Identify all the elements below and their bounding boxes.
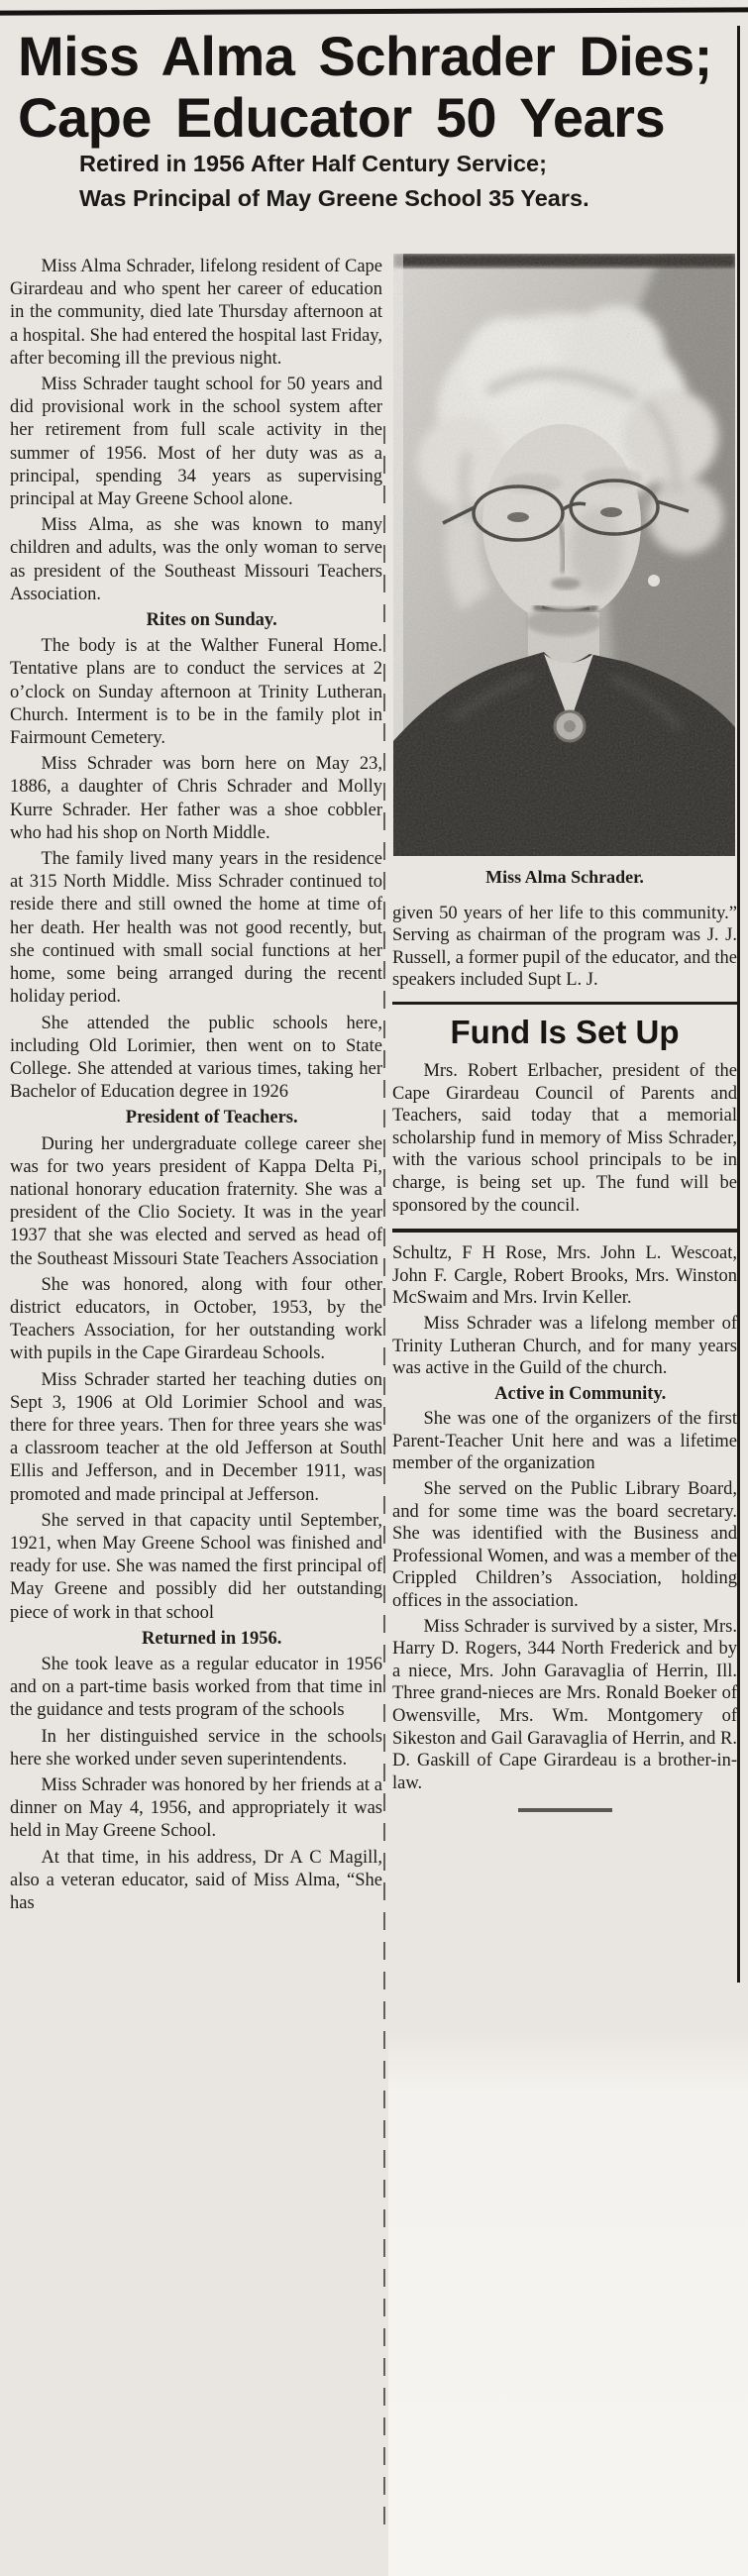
article-paragraph: Miss Schrader started her teaching duties on Sept 3, 1906 at Old Lorimier School and was there for three years. Then for three years she was a classroom teacher at the old Jefferson at South Ellis and Jefferson, and in December 1911, was promoted and made principal at Jefferson. [10,1369,382,1505]
fund-box-title: Fund Is Set Up [450,1013,680,1050]
article-right-column [392,254,737,1812]
fund-box-top-rule [392,1002,737,1005]
article-paragraph: She was honored, along with four other district educators, in October, 1953, by the Teachers Association, for her outstanding work with pupils in the Cape Girardeau Schools. [10,1274,382,1364]
headline-line-1: Miss Alma Schrader Dies; [18,25,712,87]
article-continuation-paragraph: Schultz, F H Rose, Mrs. John L. Wescoat, John F. Cargle, Robert Brooks, Mrs. Winston McSwaim and Mrs. Irvin Keller. [392,1243,737,1309]
article-paragraph: She served in that capacity until September, 1921, when May Greene School was finished and ready for use. She was named the first principal of May Greene and possibly did her outstanding piece of work in that school [10,1510,382,1623]
article-paragraph: Miss Alma, as she was known to many children and adults, was the only woman to serve as president of the Southeast Missouri Teachers Association. [10,515,382,604]
article-paragraph: She attended the public schools here, including Old Lorimier, then went on to State College. She attended at various times, taking her Bachelor of Education degree in 1926 [10,1013,382,1103]
article-paragraph: The body is at the Walther Funeral Home. Tentative plans are to conduct the services at 2 o’clock on Sunday afternoon at Trinity Lutheran Church. Interment is to be in the family plot in Fairmount Cemetery. [10,636,382,749]
photo-caption: Miss Alma Schrader. [485,867,644,887]
blank-paper-area [388,2031,748,2576]
article-paragraph: Miss Schrader was a lifelong member of Trinity Lutheran Church, and for many years was active in the Guild of the church. [392,1313,737,1379]
article-paragraph: She served on the Public Library Board, and for some time was the board secretary. She was identified with the Business and Professional Women, and was a member of the Crippled Children’s Association, holding offices in the association. [392,1479,737,1612]
article-paragraph: Miss Schrader is survived by a sister, Mrs. Harry D. Rogers, 344 North Frederick and by a niece, Mrs. John Garavaglia of Herrin, Ill. Three grand-nieces are Mrs. Ronald Boeker of Owensville, Mrs. Wm. Montgomery of Sikeston and Gail Garavaglia of Herrin, and R. D. Gaskill of Cape Girardeau is a brother-in-law. [392,1616,737,1793]
article-paragraph: In her distinguished service in the schools here she worked under seven superintendents. [10,1726,382,1770]
article-paragraph: During her undergraduate college career she was for two years president of Kappa Delta Pi, national honorary education fraternity. She was a president of the Clio Society. It was in the year 1937 that she was elected and served as head of the Southeast Missouri State Teachers Association [10,1133,382,1269]
article-paragraph: Miss Schrader was born here on May 23, 1886, a daughter of Chris Schrader and Molly Kurre Schrader. Her father was a shoe cobbler who had his shop on North Middle. [10,754,382,843]
article-end-mark [518,1808,612,1812]
portrait-photo [393,254,735,856]
section-subhead-returned: Returned in 1956. [142,1628,282,1649]
right-column-separator-rule [737,26,740,1983]
subhead-line-2: Was Principal of May Greene School 35 Years. [79,185,589,211]
portrait-photo-illustration [393,254,735,856]
article-left-column [10,256,382,1918]
article-paragraph: Miss Schrader was honored by her friends at a dinner on May 4, 1956, and appropriately it was held in May Greene School. [10,1775,382,1842]
top-border-rule [0,7,748,15]
subheadline [79,147,674,216]
article-paragraph: She took leave as a regular educator in 1956 and on a part-time basis worked from that time in the guidance and tests program of the schools [10,1654,382,1721]
headline-line-2: Cape Educator 50 Years [18,86,666,149]
article-paragraph: At that time, in his address, Dr A C Magill, also a veteran educator, said of Miss Alma, “She has [10,1847,382,1914]
article-continuation-paragraph: given 50 years of her life to this community.” Serving as chairman of the program was J. J. Russell, a former pupil of the educator, and the speakers included Supt L. J. [392,903,737,991]
section-subhead-president: President of Teachers. [125,1108,298,1128]
fund-box-bottom-rule [392,1229,737,1233]
column-divider-rule [383,426,385,2526]
page-title [18,26,731,149]
article-paragraph: The family lived many years in the residence at 315 North Middle. Miss Schrader continued to reside there and still owned the home at time of her death. Her health was not good recently, but she continued with small social functions at her home, some being arranged during the recent holiday period. [10,849,382,1008]
subhead-line-1: Retired in 1956 After Half Century Service; [79,151,547,176]
article-paragraph: She was one of the organizers of the first Parent-Teacher Unit here and was a lifetime member of the organization [392,1409,737,1474]
article-paragraph: Miss Schrader taught school for 50 years and did provisional work in the school system after her retirement from full scale activity in the summer of 1956. Most of her duty was as a principal, spending 34 years as supervising principal at May Greene School alone. [10,375,382,510]
article-paragraph: Miss Alma Schrader, lifelong resident of Cape Girardeau and who spent her career of education in the community, died late Thursday afternoon at a hospital. She had entered the hospital last Friday, after becoming ill the previous night. [10,257,382,369]
section-subhead-community: Active in Community. [494,1383,667,1404]
section-subhead-rites: Rites on Sunday. [146,610,277,631]
fund-box-paragraph: Mrs. Robert Erlbacher, president of the Cape Girardeau Council of Parents and Teachers, said today that a memorial scholarship fund in memory of Miss Schrader, with the various school principals to be in charge, is being set up. The fund will be sponsored by the council. [392,1060,737,1216]
